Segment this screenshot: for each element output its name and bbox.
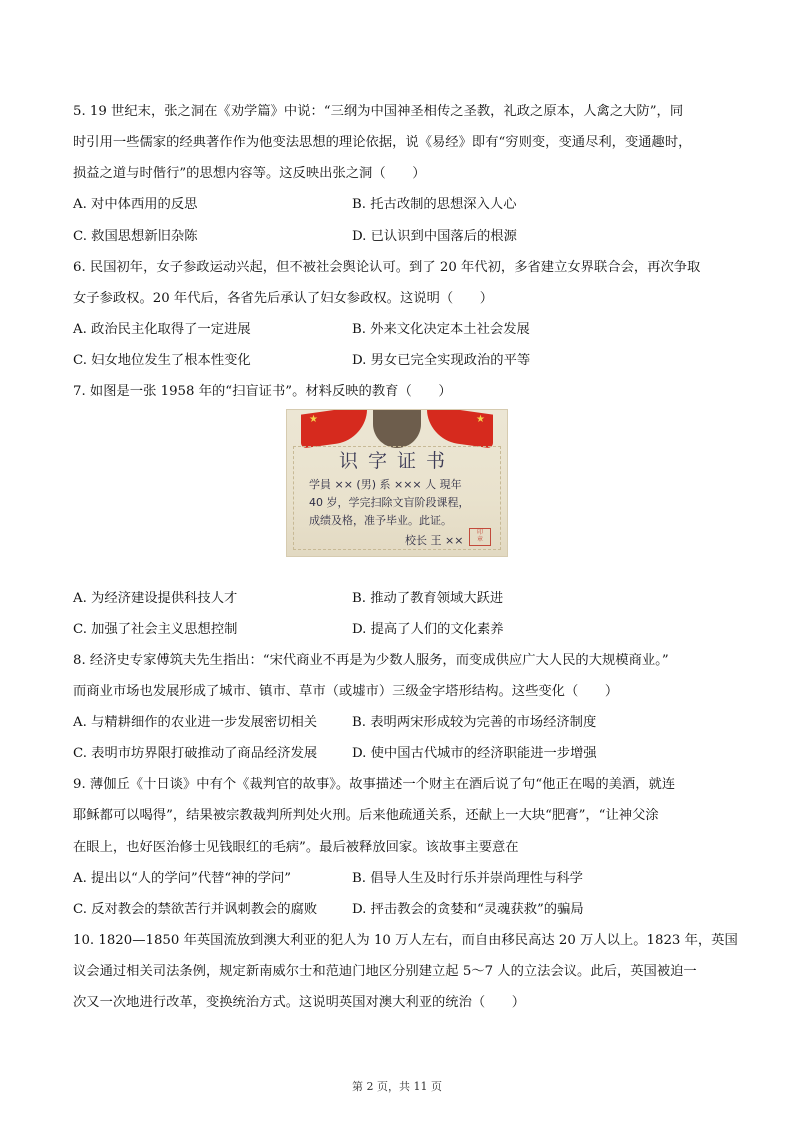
q7-option-a: A. 为经济建设提供科技人才: [73, 591, 238, 606]
q5-option-a: A. 对中体西用的反思: [73, 197, 198, 212]
portrait: [373, 410, 421, 448]
page-number-footer: 第 2 页，共 11 页: [352, 1080, 442, 1093]
q6-stem-line-1: 6. 民国初年，女子参政运动兴起，但不被社会舆论认可。到了 20 年代初，多省建立女界联合会，再次争取: [73, 260, 701, 275]
certificate-signature: 校长 王 ××: [405, 534, 464, 547]
q10-stem-line-3: 次又一次地进行改革，变换统治方式。这说明英国对澳大利亚的统治（ ）: [73, 995, 526, 1010]
q5-option-c: C. 救国思想新旧杂陈: [73, 229, 198, 244]
q7-option-c: C. 加强了社会主义思想控制: [73, 622, 238, 637]
q6-option-b: B. 外来文化决定本土社会发展: [352, 322, 530, 337]
q8-option-a: A. 与精耕细作的农业进一步发展密切相关: [73, 715, 318, 730]
q7-option-b: B. 推动了教育领域大跃进: [352, 591, 504, 606]
q5-option-b: B. 托古改制的思想深入人心: [352, 197, 517, 212]
q7-stem-line-1: 7. 如图是一张 1958 年的“扫盲证书”。材料反映的教育（ ）: [73, 384, 452, 399]
q9-stem-line-3: 在眼上，也好医治修士见钱眼红的毛病”。最后被释放回家。该故事主要意在: [73, 840, 519, 855]
q8-option-d: D. 使中国古代城市的经济职能进一步增强: [352, 746, 597, 761]
q5-stem-line-3: 损益之道与时偕行”的思想内容等。这反映出张之洞（ ）: [73, 166, 426, 181]
q8-option-b: B. 表明两宋形成较为完善的市场经济制度: [352, 715, 597, 730]
q10-stem-line-2: 议会通过相关司法条例，规定新南威尔士和范迪门地区分别建立起 5～7 人的立法会议。此后，英国被迫一: [73, 964, 697, 979]
q6-option-a: A. 政治民主化取得了一定进展: [73, 322, 251, 337]
q9-option-a: A. 提出以“人的学问”代替“神的学问”: [73, 871, 292, 886]
star-icon: ★: [476, 414, 485, 425]
q5-stem-line-2: 时引用一些儒家的经典著作作为他变法思想的理论依据，说《易经》即有“穷则变，变通尽利，变通趣时，: [73, 135, 692, 150]
certificate-title: 识字证书: [338, 450, 455, 472]
q8-stem-line-2: 而商业市场也发展形成了城市、镇市、草市（或墟市）三级金字塔形结构。这些变化（ ）: [73, 684, 619, 699]
seal-stamp: 印 章: [469, 528, 491, 546]
q9-option-b: B. 倡导人生及时行乐并崇尚理性与科学: [352, 871, 583, 886]
q5-option-d: D. 已认识到中国落后的根源: [352, 229, 517, 244]
q7-option-d: D. 提高了人们的文化素养: [352, 622, 504, 637]
certificate-text-line-3: 成绩及格，准予毕业。此证。: [309, 514, 452, 527]
q6-stem-line-2: 女子参政权。20 年代后，各省先后承认了妇女参政权。这说明（ ）: [73, 291, 494, 306]
certificate-text-line-2: 40 岁，学完扫除文盲阶段课程，: [309, 496, 470, 509]
q9-option-c: C. 反对教会的禁欲苦行并讽刺教会的腐败: [73, 902, 318, 917]
q10-stem-line-1: 10. 1820—1850 年英国流放到澳大利亚的犯人为 10 万人左右，而自由移民高达 20 万人以上。1823 年，英国: [73, 933, 738, 948]
q8-option-c: C. 表明市坊界限打破推动了商品经济发展: [73, 746, 318, 761]
q6-option-c: C. 妇女地位发生了根本性变化: [73, 353, 251, 368]
star-icon: ★: [309, 414, 318, 425]
q9-stem-line-2: 耶稣都可以喝得”，结果被宗教裁判所判处火刑。后来他疏通关系，还献上一大块“肥膏”，“让神父涂: [73, 808, 659, 823]
literacy-certificate-image: [286, 409, 508, 557]
q8-stem-line-1: 8. 经济史专家傅筑夫先生指出：“宋代商业不再是为少数人服务，而变成供应广大人民的大规模商业。”: [73, 653, 669, 668]
q9-option-d: D. 抨击教会的贪婪和“灵魂获救”的骗局: [352, 902, 584, 917]
q6-option-d: D. 男女已完全实现政治的平等: [352, 353, 531, 368]
certificate-text-line-1: 学員 ×× (男) 系 ××× 人 現年: [309, 478, 462, 491]
q5-stem-line-1: 5. 19 世纪末，张之洞在《劝学篇》中说：“三纲为中国神圣相传之圣教，礼政之原本，人禽之大防”，同: [73, 104, 684, 119]
q9-stem-line-1: 9. 薄伽丘《十日谈》中有个《裁判官的故事》。故事描述一个财主在酒后说了句“他正在喝的美酒，就连: [73, 777, 676, 792]
